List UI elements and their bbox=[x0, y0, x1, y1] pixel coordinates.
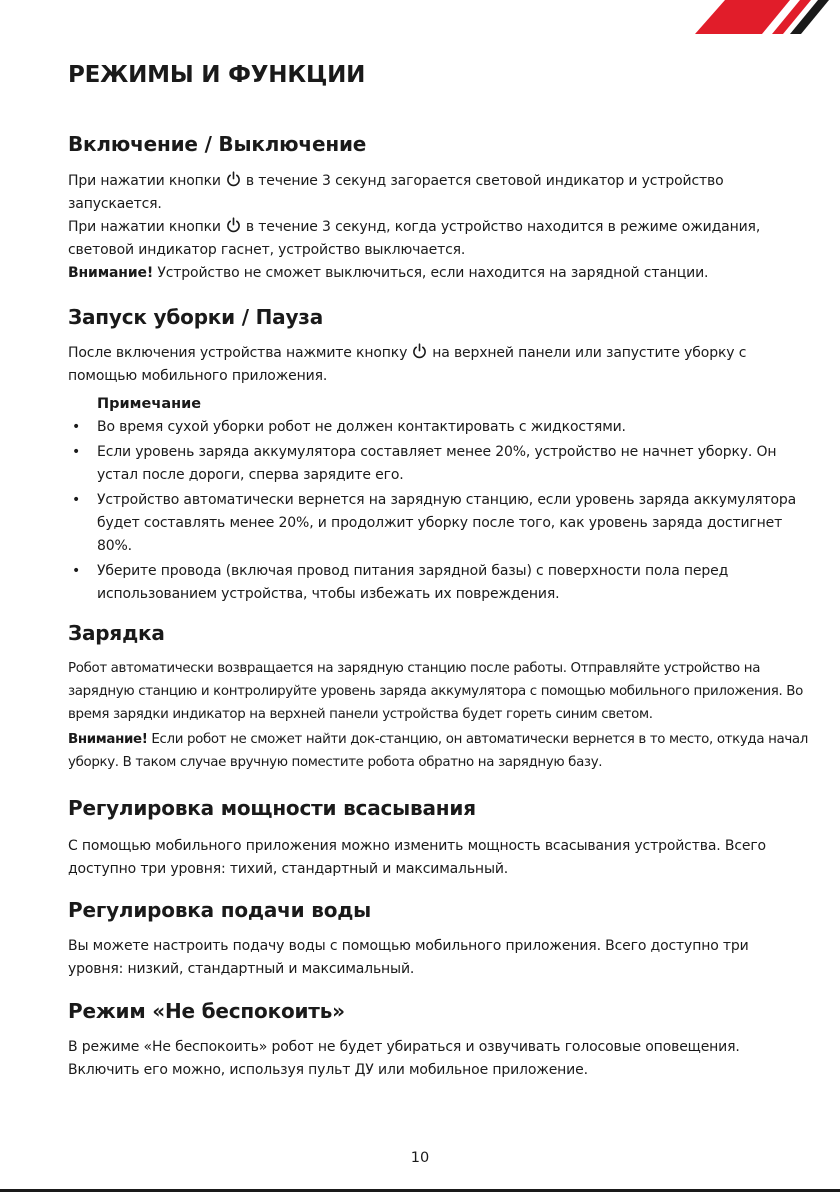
page-title: РЕЖИМЫ И ФУНКЦИИ bbox=[68, 62, 366, 88]
start-paragraph-1 bbox=[68, 342, 758, 388]
power-attention bbox=[68, 262, 820, 285]
attention-label: Внимание! bbox=[68, 732, 148, 747]
power-icon bbox=[226, 171, 241, 188]
bullet-icon: • bbox=[72, 563, 81, 579]
bullet-icon: • bbox=[72, 444, 81, 460]
power-p2-text-b: в течение 3 секунд, когда устройство находится в режиме ожидания, световой индикатор гаснет, устройство выключается. bbox=[68, 219, 761, 258]
power-p1-text-b: в течение 3 секунд загорается световой индикатор и устройство запускается. bbox=[68, 173, 724, 212]
list-item bbox=[68, 416, 803, 439]
start-p1-text-a: После включения устройства нажмите кнопку bbox=[68, 345, 408, 361]
list-item bbox=[68, 441, 803, 487]
section-heading-charging: Зарядка bbox=[68, 621, 165, 645]
start-p1-text-b: на верхней панели или запустите уборку с помощью мобильного приложения. bbox=[68, 345, 747, 384]
dnd-paragraph: В режиме «Не беспокоить» робот не будет убираться и озвучивать голосовые оповещения. Включить его можно, используя пульт ДУ или мобильное приложение. bbox=[68, 1039, 740, 1078]
section-heading-power: Включение / Выключение bbox=[68, 132, 367, 156]
attention-text: Если робот не сможет найти док-станцию, он автоматически вернется в то место, откуда начал уборку. В таком случае вручную поместите робота обратно на зарядную базу. bbox=[68, 732, 808, 770]
red-diagonal-stripes-icon bbox=[500, 0, 840, 34]
power-paragraph-1 bbox=[68, 170, 820, 216]
water-paragraph: Вы можете настроить подачу воды с помощью мобильного приложения. Всего доступно три уровня: низкий, стандартный и максимальный. bbox=[68, 938, 749, 977]
suction-paragraph: С помощью мобильного приложения можно изменить мощность всасывания устройства. Всего доступно три уровня: тихий, стандартный и максимальный. bbox=[68, 838, 766, 877]
note-heading: Примечание bbox=[97, 396, 202, 412]
section-heading-suction: Регулировка мощности всасывания bbox=[68, 796, 476, 820]
section-heading-start: Запуск уборки / Пауза bbox=[68, 305, 324, 329]
charging-paragraph-1: Робот автоматически возвращается на зарядную станцию после работы. Отправляйте устройство на зарядную станцию и контролируйте уровень заряда аккумулятора с помощью мобильного приложения. Во время зарядки индикатор на верхней панели устройства будет гореть синим светом. bbox=[68, 661, 803, 722]
bullet-icon: • bbox=[72, 419, 81, 435]
power-p1-text-a: При нажатии кнопки bbox=[68, 173, 221, 189]
note-list bbox=[68, 416, 803, 608]
power-p2-text-a: При нажатии кнопки bbox=[68, 219, 221, 235]
list-item-text: Если уровень заряда аккумулятора составляет менее 20%, устройство не начнет уборку. Он устал после дороги, сперва зарядите его. bbox=[97, 444, 777, 483]
bullet-icon: • bbox=[72, 492, 81, 508]
section-heading-water: Регулировка подачи воды bbox=[68, 898, 372, 922]
list-item-text: Устройство автоматически вернется на зарядную станцию, если уровень заряда аккумулятора будет составлять менее 20%, и продолжит уборку после того, как уровень заряда достигнет 80%. bbox=[97, 492, 797, 554]
list-item-text: Уберите провода (включая провод питания зарядной базы) с поверхности пола перед использованием устройства, чтобы избежать их повреждения. bbox=[97, 563, 729, 602]
list-item bbox=[68, 560, 803, 606]
list-item-text: Во время сухой уборки робот не должен контактировать с жидкостями. bbox=[97, 419, 626, 435]
attention-label: Внимание! bbox=[68, 265, 154, 281]
power-paragraph-2 bbox=[68, 216, 820, 262]
power-icon bbox=[226, 217, 241, 234]
page-number: 10 bbox=[410, 1150, 430, 1166]
section-heading-dnd: Режим «Не беспокоить» bbox=[68, 999, 345, 1023]
power-icon bbox=[412, 343, 427, 360]
attention-text: Устройство не сможет выключиться, если находится на зарядной станции. bbox=[157, 265, 709, 281]
list-item bbox=[68, 489, 803, 558]
charging-attention bbox=[68, 728, 828, 774]
